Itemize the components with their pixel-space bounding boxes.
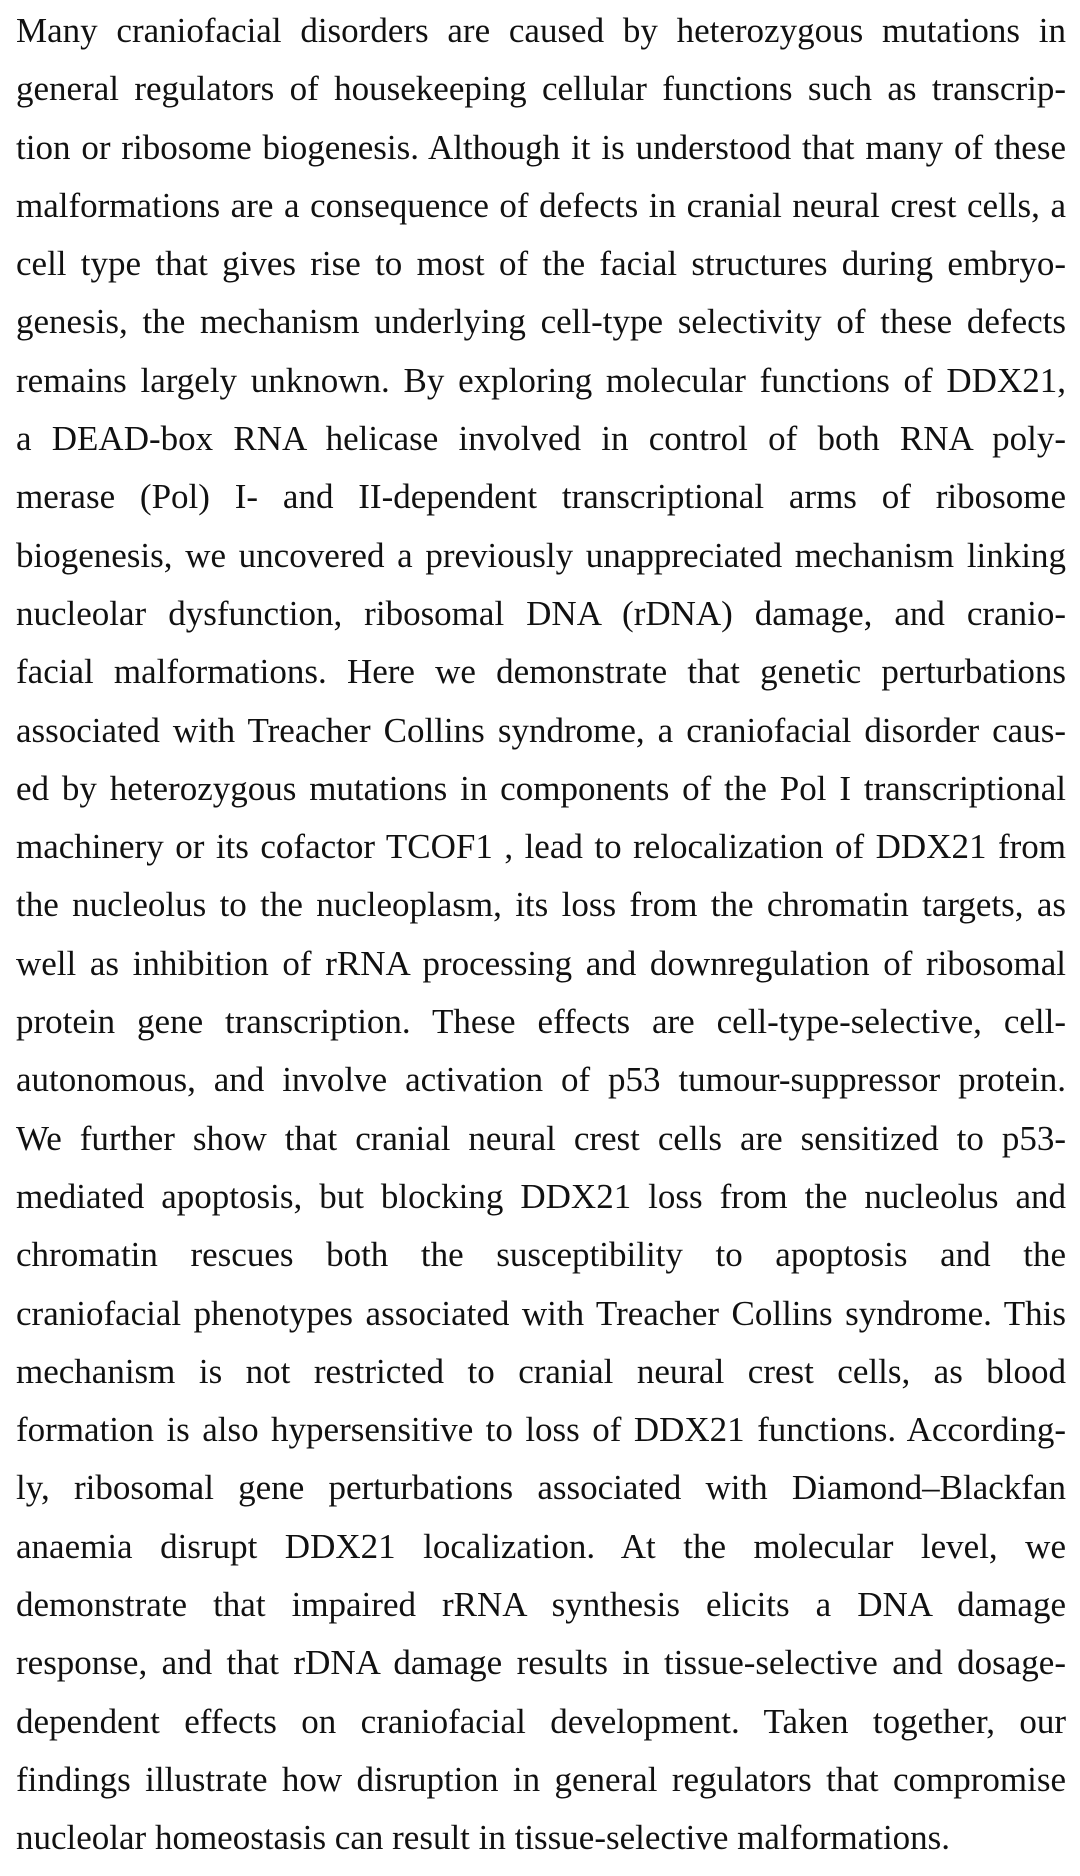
text-line: mechanism is not restricted to cranial neural crest cells, as blood [16,1351,1066,1391]
text-line: cell type that gives rise to most of the facial structures during embryo- [16,244,1066,284]
text-line: biogenesis, we uncovered a previously unappreciated mechanism linking [16,535,1066,575]
text-line: craniofacial phenotypes associated with Treacher Collins syndrome. This [16,1293,1066,1333]
text-line: a DEAD-box RNA helicase involved in control of both RNA poly- [16,419,1066,459]
abstract-paragraph [16,10,1066,1876]
text-line: We further show that cranial neural crest cells are sensitized to p53- [16,1118,1066,1158]
text-line: machinery or its cofactor TCOF1 , lead to relocalization of DDX21 from [16,827,1066,867]
text-line: associated with Treacher Collins syndrome, a craniofacial disorder caus- [16,710,1066,750]
text-line: chromatin rescues both the susceptibility to apoptosis and the [16,1235,1066,1275]
text-line: malformations are a consequence of defects in cranial neural crest cells, a [16,185,1066,225]
text-line: remains largely unknown. By exploring molecular functions of DDX21, [16,360,1066,400]
text-line: general regulators of housekeeping cellular functions such as transcrip- [16,69,1066,109]
text-line: formation is also hypersensitive to loss of DDX21 functions. According- [16,1410,1066,1450]
text-line: Many craniofacial disorders are caused by heterozygous mutations in [16,11,1066,50]
text-line: ed by heterozygous mutations in components of the Pol I transcriptional [16,768,1066,808]
text-line: anaemia disrupt DDX21 localization. At the molecular level, we [16,1526,1066,1566]
text-line: genesis, the mechanism underlying cell-type selectivity of these defects [16,302,1066,342]
text-line: nucleolar homeostasis can result in tissue-selective malformations. [16,1818,951,1858]
text-line: findings illustrate how disruption in general regulators that compromise [16,1759,1066,1799]
text-line: mediated apoptosis, but blocking DDX21 loss from the nucleolus and [16,1176,1066,1216]
text-line: facial malformations. Here we demonstrate that genetic perturbations [16,652,1066,692]
text-line: protein gene transcription. These effects are cell-type-selective, cell- [16,1002,1066,1042]
text-line: demonstrate that impaired rRNA synthesis elicits a DNA damage [16,1585,1066,1625]
text-line: merase (Pol) I- and II-dependent transcriptional arms of ribosome [16,477,1066,517]
text-line: the nucleolus to the nucleoplasm, its loss from the chromatin targets, as [16,885,1066,925]
text-line: nucleolar dysfunction, ribosomal DNA (rDNA) damage, and cranio- [16,593,1066,633]
text-line: dependent effects on craniofacial development. Taken together, our [16,1701,1066,1741]
text-line: autonomous, and involve activation of p53 tumour-suppressor protein. [16,1060,1066,1100]
text-line: well as inhibition of rRNA processing and downregulation of ribosomal [16,943,1066,983]
text-line: response, and that rDNA damage results in tissue-selective and dosage- [16,1643,1066,1683]
text-line: tion or ribosome biogenesis. Although it is understood that many of these [16,127,1066,167]
text-line: ly, ribosomal gene perturbations associated with Diamond–Blackfan [16,1468,1066,1508]
